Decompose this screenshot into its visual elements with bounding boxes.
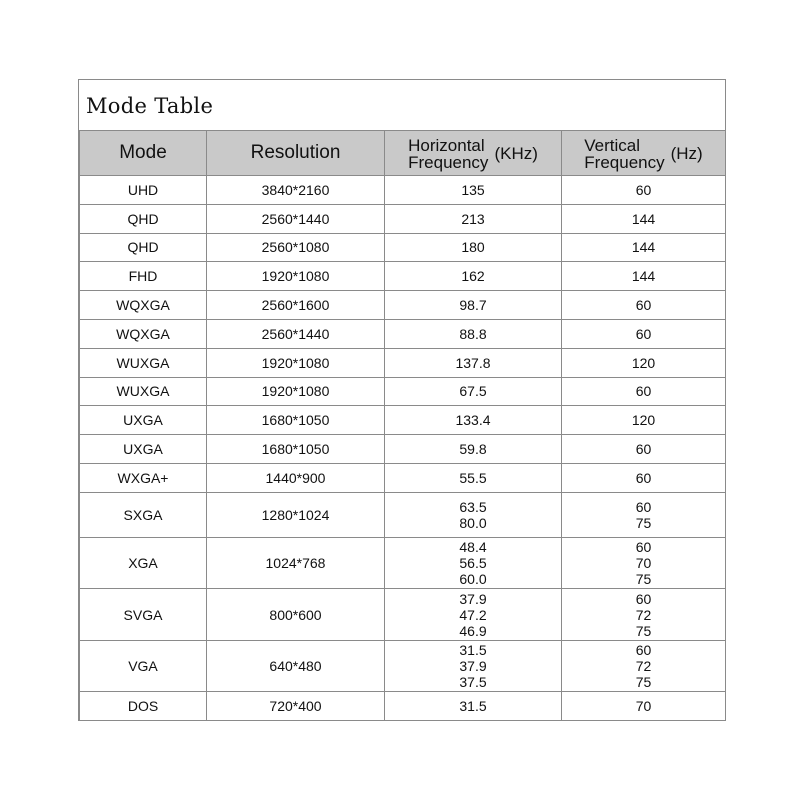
cell-resolution: 1680*1050 bbox=[207, 435, 385, 464]
cell-mode: XGA bbox=[80, 537, 207, 589]
vertical-frequency-values bbox=[562, 499, 725, 531]
vertical-frequency-values bbox=[562, 591, 725, 639]
horizontal-frequency-value: 59.8 bbox=[459, 441, 487, 458]
cell-vertical-frequency bbox=[562, 348, 726, 377]
table-row bbox=[80, 262, 726, 291]
vertical-frequency-values bbox=[562, 297, 725, 313]
header-mode-label: Mode bbox=[119, 142, 167, 163]
horizontal-frequency-values bbox=[385, 698, 561, 714]
vertical-frequency-values bbox=[562, 326, 725, 342]
table-row bbox=[80, 319, 726, 348]
vertical-frequency-value: 60 bbox=[635, 383, 652, 400]
horizontal-frequency-values bbox=[385, 297, 561, 313]
cell-horizontal-frequency bbox=[385, 692, 562, 721]
cell-vertical-frequency bbox=[562, 406, 726, 435]
horizontal-frequency-value: 80.0 bbox=[459, 514, 487, 531]
cell-mode: WUXGA bbox=[80, 348, 207, 377]
horizontal-frequency-value: 56.5 bbox=[459, 555, 487, 572]
cell-resolution: 1440*900 bbox=[207, 463, 385, 492]
horizontal-frequency-values bbox=[385, 642, 561, 690]
cell-horizontal-frequency bbox=[385, 492, 562, 537]
vertical-frequency-value: 60 bbox=[635, 469, 652, 486]
vertical-frequency-values bbox=[562, 441, 725, 457]
horizontal-frequency-values bbox=[385, 355, 561, 371]
cell-horizontal-frequency bbox=[385, 262, 562, 291]
horizontal-frequency-value: 180 bbox=[461, 239, 485, 256]
horizontal-frequency-value: 46.9 bbox=[459, 622, 487, 639]
table-row bbox=[80, 233, 726, 262]
header-resolution bbox=[207, 131, 385, 176]
cell-resolution: 1920*1080 bbox=[207, 377, 385, 406]
horizontal-frequency-value: 133.4 bbox=[455, 412, 491, 429]
horizontal-frequency-value: 63.5 bbox=[459, 498, 487, 515]
cell-horizontal-frequency bbox=[385, 640, 562, 692]
horizontal-frequency-values bbox=[385, 383, 561, 399]
table-row bbox=[80, 589, 726, 641]
cell-resolution: 1024*768 bbox=[207, 537, 385, 589]
vertical-frequency-values bbox=[562, 412, 725, 428]
header-horizontal-line2: Frequency bbox=[408, 153, 489, 172]
vertical-frequency-value: 70 bbox=[635, 555, 652, 572]
cell-vertical-frequency bbox=[562, 204, 726, 233]
header-vertical-unit: (Hz) bbox=[670, 144, 703, 163]
cell-vertical-frequency bbox=[562, 262, 726, 291]
horizontal-frequency-value: 60.0 bbox=[459, 571, 487, 588]
vertical-frequency-value: 72 bbox=[635, 658, 652, 675]
horizontal-frequency-values bbox=[385, 182, 561, 198]
header-vertical-frequency bbox=[562, 131, 726, 176]
cell-horizontal-frequency bbox=[385, 589, 562, 641]
vertical-frequency-value: 75 bbox=[635, 514, 652, 531]
horizontal-frequency-value: 48.4 bbox=[459, 539, 487, 556]
vertical-frequency-value: 72 bbox=[635, 606, 652, 623]
cell-mode: SXGA bbox=[80, 492, 207, 537]
cell-mode: DOS bbox=[80, 692, 207, 721]
horizontal-frequency-value: 37.9 bbox=[459, 590, 487, 607]
header-mode bbox=[80, 131, 207, 176]
cell-resolution: 2560*1080 bbox=[207, 233, 385, 262]
cell-horizontal-frequency bbox=[385, 233, 562, 262]
vertical-frequency-values bbox=[562, 642, 725, 690]
vertical-frequency-value: 75 bbox=[635, 674, 652, 691]
vertical-frequency-values bbox=[562, 383, 725, 399]
vertical-frequency-value: 75 bbox=[635, 622, 652, 639]
vertical-frequency-value: 70 bbox=[635, 698, 652, 715]
horizontal-frequency-value: 137.8 bbox=[455, 354, 491, 371]
cell-mode: UXGA bbox=[80, 435, 207, 464]
horizontal-frequency-values bbox=[385, 591, 561, 639]
table-row bbox=[80, 176, 726, 205]
table-row bbox=[80, 406, 726, 435]
cell-resolution: 720*400 bbox=[207, 692, 385, 721]
cell-mode: VGA bbox=[80, 640, 207, 692]
cell-horizontal-frequency bbox=[385, 204, 562, 233]
cell-resolution: 1280*1024 bbox=[207, 492, 385, 537]
cell-resolution: 800*600 bbox=[207, 589, 385, 641]
vertical-frequency-value: 60 bbox=[635, 539, 652, 556]
cell-vertical-frequency bbox=[562, 492, 726, 537]
table-row bbox=[80, 492, 726, 537]
horizontal-frequency-values bbox=[385, 211, 561, 227]
horizontal-frequency-value: 162 bbox=[461, 268, 485, 285]
cell-resolution: 2560*1440 bbox=[207, 319, 385, 348]
cell-vertical-frequency bbox=[562, 377, 726, 406]
horizontal-frequency-values bbox=[385, 412, 561, 428]
cell-resolution: 640*480 bbox=[207, 640, 385, 692]
table-row bbox=[80, 537, 726, 589]
vertical-frequency-value: 60 bbox=[635, 297, 652, 314]
horizontal-frequency-value: 31.5 bbox=[459, 642, 487, 659]
table-row bbox=[80, 348, 726, 377]
cell-horizontal-frequency bbox=[385, 348, 562, 377]
vertical-frequency-value: 60 bbox=[635, 181, 652, 198]
cell-resolution: 2560*1600 bbox=[207, 291, 385, 320]
table-row bbox=[80, 463, 726, 492]
vertical-frequency-value: 60 bbox=[635, 498, 652, 515]
cell-horizontal-frequency bbox=[385, 435, 562, 464]
table-row bbox=[80, 640, 726, 692]
horizontal-frequency-values bbox=[385, 268, 561, 284]
horizontal-frequency-value: 88.8 bbox=[459, 325, 487, 342]
vertical-frequency-value: 120 bbox=[631, 412, 656, 429]
cell-mode: UXGA bbox=[80, 406, 207, 435]
table-row bbox=[80, 692, 726, 721]
cell-vertical-frequency bbox=[562, 435, 726, 464]
table-title: Mode Table bbox=[86, 94, 214, 118]
cell-horizontal-frequency bbox=[385, 406, 562, 435]
cell-mode: WQXGA bbox=[80, 291, 207, 320]
horizontal-frequency-value: 135 bbox=[461, 181, 485, 198]
mode-table bbox=[79, 130, 726, 721]
cell-resolution: 1680*1050 bbox=[207, 406, 385, 435]
vertical-frequency-value: 60 bbox=[635, 642, 652, 659]
table-row bbox=[80, 435, 726, 464]
mode-table-panel bbox=[78, 79, 726, 721]
cell-mode: WXGA+ bbox=[80, 463, 207, 492]
cell-mode: WQXGA bbox=[80, 319, 207, 348]
vertical-frequency-values bbox=[562, 182, 725, 198]
vertical-frequency-value: 120 bbox=[631, 354, 656, 371]
vertical-frequency-values bbox=[562, 355, 725, 371]
vertical-frequency-values bbox=[562, 239, 725, 255]
cell-horizontal-frequency bbox=[385, 176, 562, 205]
horizontal-frequency-values bbox=[385, 539, 561, 587]
cell-vertical-frequency bbox=[562, 537, 726, 589]
horizontal-frequency-values bbox=[385, 441, 561, 457]
horizontal-frequency-value: 55.5 bbox=[459, 469, 487, 486]
cell-vertical-frequency bbox=[562, 692, 726, 721]
cell-resolution: 2560*1440 bbox=[207, 204, 385, 233]
vertical-frequency-value: 60 bbox=[635, 325, 652, 342]
vertical-frequency-value: 144 bbox=[631, 239, 656, 256]
table-body bbox=[80, 176, 726, 721]
horizontal-frequency-value: 37.5 bbox=[459, 674, 487, 691]
table-header-row bbox=[80, 131, 726, 176]
cell-vertical-frequency bbox=[562, 463, 726, 492]
horizontal-frequency-value: 213 bbox=[461, 210, 485, 227]
vertical-frequency-value: 144 bbox=[631, 268, 656, 285]
vertical-frequency-value: 75 bbox=[635, 571, 652, 588]
table-row bbox=[80, 291, 726, 320]
header-vertical-line2: Frequency bbox=[584, 153, 665, 172]
cell-resolution: 1920*1080 bbox=[207, 262, 385, 291]
vertical-frequency-values bbox=[562, 698, 725, 714]
horizontal-frequency-value: 31.5 bbox=[459, 698, 487, 715]
cell-vertical-frequency bbox=[562, 319, 726, 348]
cell-mode: QHD bbox=[80, 233, 207, 262]
cell-horizontal-frequency bbox=[385, 463, 562, 492]
cell-vertical-frequency bbox=[562, 233, 726, 262]
vertical-frequency-values bbox=[562, 470, 725, 486]
cell-mode: WUXGA bbox=[80, 377, 207, 406]
vertical-frequency-values bbox=[562, 539, 725, 587]
vertical-frequency-value: 144 bbox=[631, 210, 656, 227]
vertical-frequency-value: 60 bbox=[635, 590, 652, 607]
cell-mode: SVGA bbox=[80, 589, 207, 641]
cell-mode: FHD bbox=[80, 262, 207, 291]
header-horizontal-frequency bbox=[385, 131, 562, 176]
header-resolution-label: Resolution bbox=[250, 142, 341, 163]
horizontal-frequency-values bbox=[385, 326, 561, 342]
vertical-frequency-values bbox=[562, 211, 725, 227]
horizontal-frequency-value: 37.9 bbox=[459, 658, 487, 675]
table-row bbox=[80, 377, 726, 406]
horizontal-frequency-values bbox=[385, 239, 561, 255]
cell-vertical-frequency bbox=[562, 589, 726, 641]
header-horizontal-unit: (KHz) bbox=[494, 144, 538, 163]
table-row bbox=[80, 204, 726, 233]
cell-vertical-frequency bbox=[562, 291, 726, 320]
cell-resolution: 3840*2160 bbox=[207, 176, 385, 205]
cell-horizontal-frequency bbox=[385, 377, 562, 406]
cell-resolution: 1920*1080 bbox=[207, 348, 385, 377]
horizontal-frequency-value: 47.2 bbox=[459, 606, 487, 623]
horizontal-frequency-value: 67.5 bbox=[459, 383, 487, 400]
vertical-frequency-value: 60 bbox=[635, 441, 652, 458]
horizontal-frequency-value: 98.7 bbox=[459, 297, 487, 314]
cell-vertical-frequency bbox=[562, 176, 726, 205]
cell-mode: QHD bbox=[80, 204, 207, 233]
header-vertical-line1: Vertical bbox=[584, 136, 641, 155]
horizontal-frequency-values bbox=[385, 470, 561, 486]
cell-horizontal-frequency bbox=[385, 291, 562, 320]
horizontal-frequency-values bbox=[385, 499, 561, 531]
vertical-frequency-values bbox=[562, 268, 725, 284]
header-horizontal-line1: Horizontal bbox=[408, 136, 485, 155]
cell-horizontal-frequency bbox=[385, 537, 562, 589]
cell-vertical-frequency bbox=[562, 640, 726, 692]
cell-mode: UHD bbox=[80, 176, 207, 205]
cell-horizontal-frequency bbox=[385, 319, 562, 348]
